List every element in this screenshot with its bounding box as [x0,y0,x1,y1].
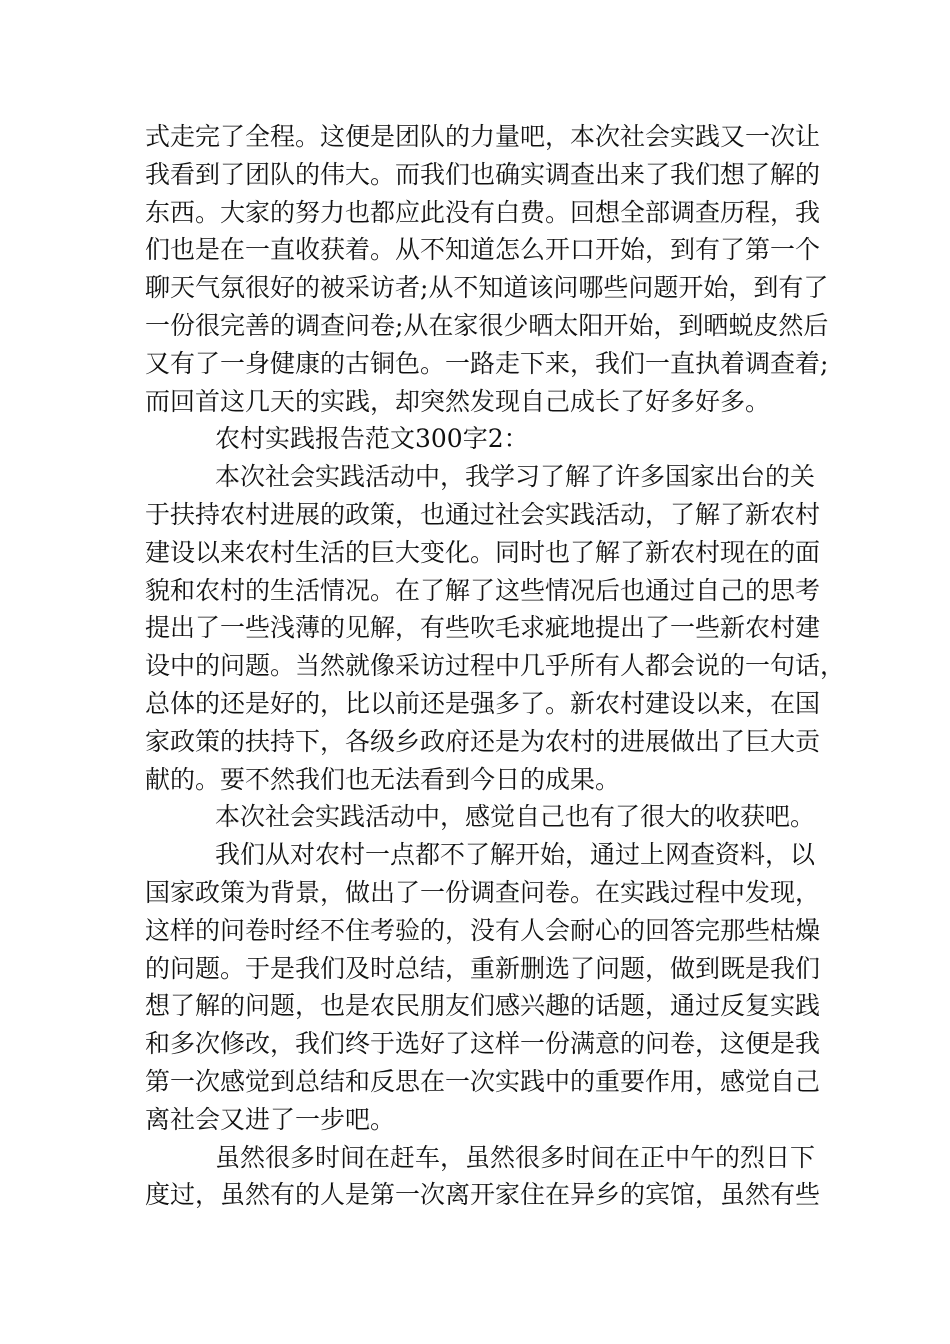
text-line: 设中的问题。当然就像采访过程中几乎所有人都会说的一句话， [145,651,846,681]
text-line: 们也是在一直收获着。从不知道怎么开口开始，到有了第一个 [145,235,821,265]
paragraph-start-line: 本次社会实践活动中，我学习了解了许多国家出台的关 [215,462,816,492]
paragraph-start-line: 我们从对农村一点都不了解开始，通过上网查资料，以 [215,840,816,870]
text-line: 建设以来农村生活的巨大变化。同时也了解了新农村现在的面 [145,537,821,567]
text-line: 总体的还是好的，比以前还是强多了。新农村建设以来，在国 [145,688,821,718]
text-line: 度过，虽然有的人是第一次离开家住在异乡的宾馆，虽然有些 [145,1180,821,1210]
text-line: 于扶持农村进展的政策，也通过社会实践活动，了解了新农村 [145,499,821,529]
text-line: 家政策的扶持下，各级乡政府还是为农村的进展做出了巨大贡 [145,726,821,756]
text-line: 提出了一些浅薄的见解，有些吹毛求疵地提出了一些新农村建 [145,613,821,643]
paragraph-start-line: 本次社会实践活动中，感觉自己也有了很大的收获吧。 [215,802,816,832]
text-line: 又有了一身健康的古铜色。一路走下来，我们一直执着调查着; [145,348,829,378]
text-line: 貌和农村的生活情况。在了解了这些情况后也通过自己的思考 [145,575,821,605]
text-line: 我看到了团队的伟大。而我们也确实调查出来了我们想了解的 [145,159,821,189]
section-heading: 农村实践报告范文300字2： [215,424,529,454]
text-line: 离社会又进了一步吧。 [145,1104,396,1134]
text-line: 而回首这几天的实践，却突然发现自己成长了好多好多。 [145,386,771,416]
text-line: 的问题。于是我们及时总结，重新删选了问题，做到既是我们 [145,953,821,983]
text-line: 献的。要不然我们也无法看到今日的成果。 [145,764,621,794]
text-line: 这样的问卷时经不住考验的，没有人会耐心的回答完那些枯燥 [145,915,821,945]
text-line: 第一次感觉到总结和反思在一次实践中的重要作用，感觉自己 [145,1066,821,1096]
paragraph-start-line: 虽然很多时间在赶车，虽然很多时间在正中午的烈日下 [215,1142,816,1172]
text-line: 和多次修改，我们终于选好了这样一份满意的问卷，这便是我 [145,1029,821,1059]
text-line: 国家政策为背景，做出了一份调查问卷。在实践过程中发现， [145,877,821,907]
text-line: 聊天气氛很好的被采访者;从不知道该问哪些问题开始，到有了 [145,273,829,303]
text-line: 想了解的问题，也是农民朋友们感兴趣的话题，通过反复实践 [145,991,821,1021]
text-line: 一份很完善的调查问卷;从在家很少晒太阳开始，到晒蜕皮然后 [145,310,829,340]
text-line: 东西。大家的努力也都应此没有白费。回想全部调查历程，我 [145,197,821,227]
text-line: 式走完了全程。这便是团队的力量吧，本次社会实践又一次让 [145,122,821,151]
document-body [145,118,846,1214]
